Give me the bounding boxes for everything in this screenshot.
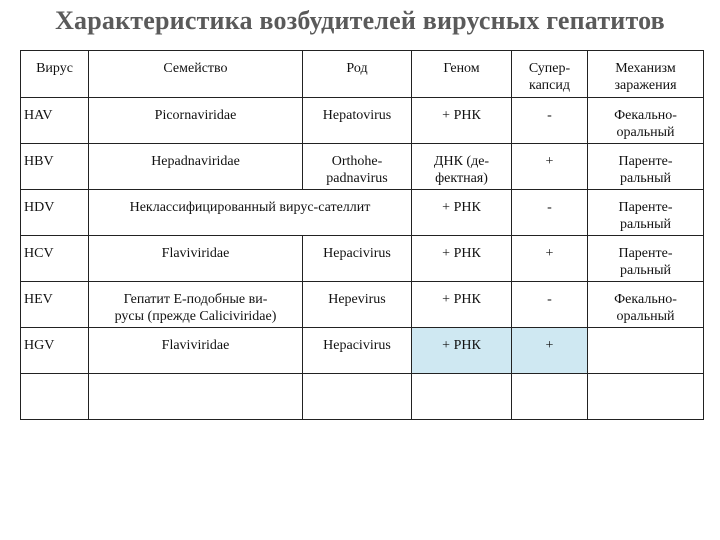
cell-mechanism: Фекально- оральный: [588, 98, 704, 144]
cell-genome: + РНК: [412, 236, 512, 282]
cell-family: Flaviviridae: [89, 236, 303, 282]
cell-virus: [21, 374, 89, 420]
table-header-row: [21, 51, 704, 98]
cell-genus: [303, 374, 412, 420]
cell-genus: Hepacivirus: [303, 328, 412, 374]
cell-family: Flaviviridae: [89, 328, 303, 374]
cell-supercapsid-highlighted: +: [512, 328, 588, 374]
cell-supercapsid: [512, 374, 588, 420]
cell-virus: HCV: [21, 236, 89, 282]
cell-mechanism: Паренте- ральный: [588, 236, 704, 282]
header-virus: Вирус: [21, 51, 89, 98]
cell-family-merged: Неклассифицированный вирус-сателлит: [89, 190, 412, 236]
cell-family: Hepadnaviridae: [89, 144, 303, 190]
cell-mechanism: [588, 328, 704, 374]
cell-genome: [412, 374, 512, 420]
hepatitis-virus-table: [20, 50, 704, 420]
cell-family: Гепатит Е-подобные ви- русы (прежде Caliciviridae): [89, 282, 303, 328]
cell-supercapsid: +: [512, 144, 588, 190]
cell-genome: + РНК: [412, 98, 512, 144]
header-genus: Род: [303, 51, 412, 98]
cell-virus: HBV: [21, 144, 89, 190]
table-row: [21, 144, 704, 190]
header-supercapsid: Супер- капсид: [512, 51, 588, 98]
cell-mechanism: [588, 374, 704, 420]
cell-genus: Hepatovirus: [303, 98, 412, 144]
cell-genome: + РНК: [412, 282, 512, 328]
cell-genus: Hepevirus: [303, 282, 412, 328]
header-family: Семейство: [89, 51, 303, 98]
page-title: Характеристика возбудителей вирусных гепатитов: [55, 6, 665, 35]
cell-genus: Orthohe- padnavirus: [303, 144, 412, 190]
cell-supercapsid: -: [512, 282, 588, 328]
cell-mechanism: Фекально- оральный: [588, 282, 704, 328]
cell-genome: ДНК (де- фектная): [412, 144, 512, 190]
cell-mechanism: Паренте- ральный: [588, 190, 704, 236]
table-row: [21, 98, 704, 144]
table-row: [21, 190, 704, 236]
table-row: [21, 236, 704, 282]
cell-virus: HDV: [21, 190, 89, 236]
cell-genome: + РНК: [412, 190, 512, 236]
cell-supercapsid: -: [512, 190, 588, 236]
cell-virus: HAV: [21, 98, 89, 144]
cell-genome-highlighted: + РНК: [412, 328, 512, 374]
cell-virus: HGV: [21, 328, 89, 374]
table-row-empty: [21, 374, 704, 420]
header-genome: Геном: [412, 51, 512, 98]
cell-mechanism: Паренте- ральный: [588, 144, 704, 190]
cell-supercapsid: -: [512, 98, 588, 144]
cell-family: Picornaviridae: [89, 98, 303, 144]
table-row: [21, 328, 704, 374]
cell-genus: Hepacivirus: [303, 236, 412, 282]
cell-supercapsid: +: [512, 236, 588, 282]
table-row: [21, 282, 704, 328]
cell-virus: HEV: [21, 282, 89, 328]
cell-family: [89, 374, 303, 420]
header-mechanism: Механизм заражения: [588, 51, 704, 98]
